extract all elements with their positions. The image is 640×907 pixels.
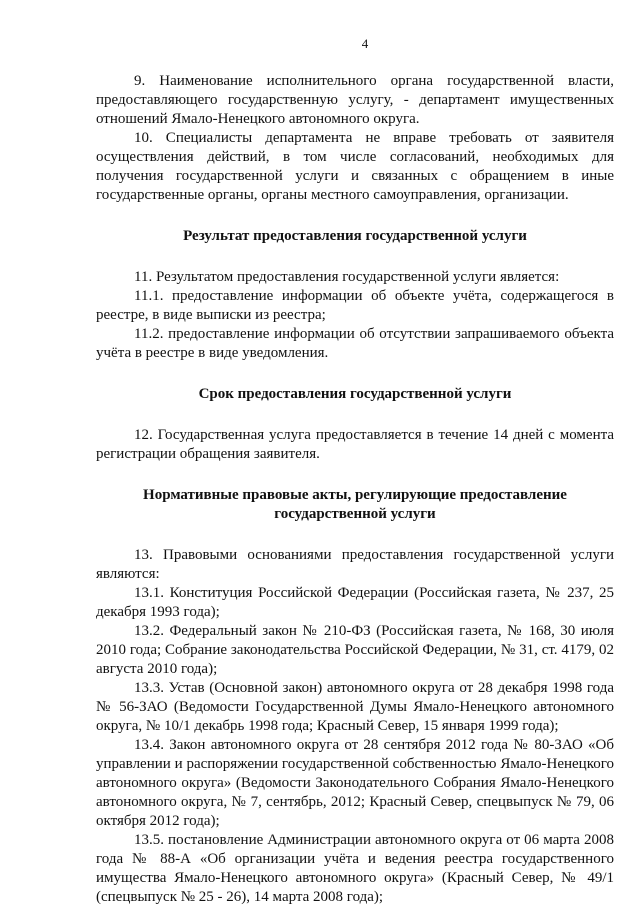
paragraph-10: 10. Специалисты департамента не вправе требовать от заявителя осуществления действий, в том числе согласований, необходимых для получения государственной услуги и связанных с обращением в иные государственные органы, органы местного самоуправления, организации. [96,130,614,203]
paragraph-13: 13. Правовыми основаниями предоставления государственной услуги являются: [96,547,614,582]
paragraph-11-2: 11.2. предоставление информации об отсутствии запрашиваемого объекта учёта в реестре в виде уведомления. [96,326,614,361]
paragraph-13-4: 13.4. Закон автономного округа от 28 сентября 2012 года № 80-ЗАО «Об управлении и распоряжении государственной собственностью Ямало-Ненецкого автономного округа» (Ведомости Законодательного Собрания Ямало-Ненецкого автономного округа, № 7, сентябрь, 2012; Красный Север, спецвыпуск № 79, 06 октября 2012 года); [96,737,614,829]
section-heading-acts-line2: государственной услуги [274,506,436,522]
section-heading-term: Срок предоставления государственной услуги [198,386,512,402]
paragraph-11: 11. Результатом предоставления государственной услуги является: [134,269,560,285]
paragraph-13-5: 13.5. постановление Администрации автономного округа от 06 марта 2008 года № 88-А «Об организации учёта и ведения реестра государственного имущества Ямало-Ненецкого автономного округа» (Красный Север, № 49/1 (спецвыпуск № 25 - 26), 14 марта 2008 года); [96,832,614,905]
paragraph-13-3: 13.3. Устав (Основной закон) автономного округа от 28 декабря 1998 года № 56-ЗАО (Ведомости Государственной Думы Ямало-Ненецкого автономного округа, № 10/1 декабрь 1998 года; Красный Север, 15 января 1999 года); [96,680,614,734]
section-heading-acts-line1: Нормативные правовые акты, регулирующие предоставление [143,487,567,503]
paragraph-13-1: 13.1. Конституция Российской Федерации (Российская газета, № 237, 25 декабря 1993 года); [96,585,614,620]
paragraph-12: 12. Государственная услуга предоставляется в течение 14 дней с момента регистрации обращения заявителя. [96,427,614,462]
paragraph-9: 9. Наименование исполнительного органа государственной власти, предоставляющего государственную услугу, - департамент имущественных отношений Ямало-Ненецкого автономного округа. [96,73,614,127]
section-heading-result: Результат предоставления государственной услуги [183,228,527,244]
section-heading-acts [96,486,614,524]
paragraph-11-1: 11.1. предоставление информации об объекте учёта, содержащегося в реестре, в виде выписки из реестра; [96,288,614,323]
page-number: 4 [361,36,369,51]
paragraph-13-2: 13.2. Федеральный закон № 210-ФЗ (Российская газета, № 168, 30 июля 2010 года; Собрание законодательства Российской Федерации, № 31, ст. 4179, 02 августа 2010 года); [96,623,614,677]
